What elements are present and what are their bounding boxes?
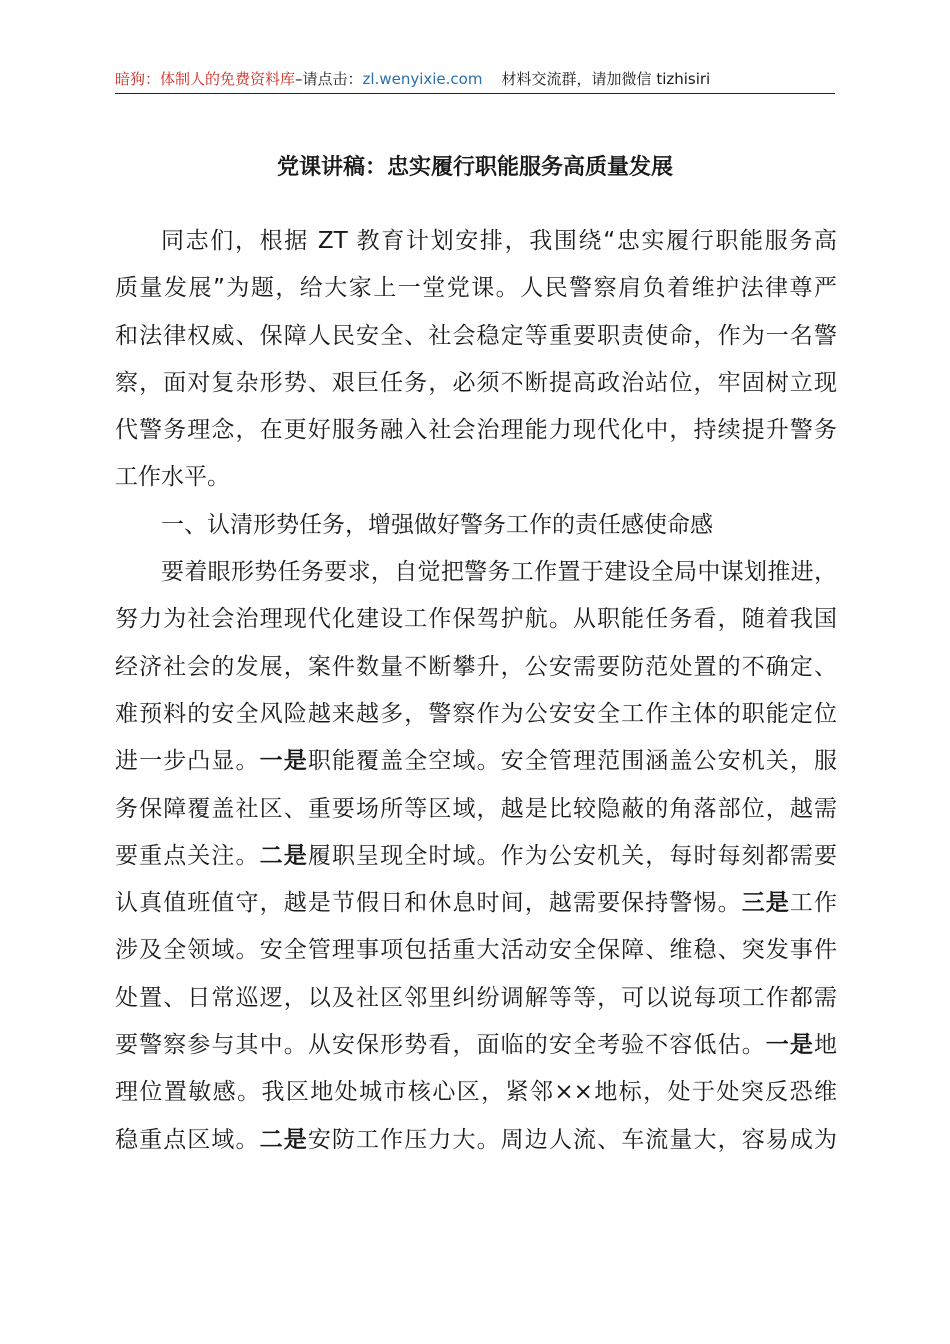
paragraph-line [115,880,837,927]
text-run: 工作 [789,890,838,917]
paragraph-line: 代警务理念，在更好服务融入社会治理能力现代化中，持续提升警务 [115,417,837,444]
paragraph-line: 察，面对复杂形势、艰巨任务，必须不断提高政治站位，牢固树立现 [115,369,837,396]
header-divider [115,93,835,94]
header-prompt: –请点击： [295,70,363,88]
paragraph-line: 要着眼形势任务要求，自觉把警务工作置于建设全局中谋划推进， [161,559,837,586]
bold-marker: 三是 [741,890,790,917]
paragraph-line [115,1022,837,1069]
text-run: 认真值班值守，越是节假日和休息时间，越需要保持警惕。 [115,890,742,917]
bold-marker: 一是 [765,1032,815,1059]
paragraph-line [115,738,837,785]
paragraph-line: 努力为社会治理现代化建设工作保驾护航。从职能任务看，随着我国 [115,606,837,633]
section-heading: 一、认清形势任务，增强做好警务工作的责任感使命感 [161,511,713,538]
text-run: 要重点关注。 [115,842,260,869]
paragraph-line [115,786,837,833]
text-run: 安防工作压力大。周边人流、车流量大，容易成为 [307,1126,838,1153]
paragraph-line [115,833,837,880]
text-run: 进一步凸显。 [115,748,260,775]
bold-marker: 一是 [259,748,308,775]
paragraph-line [115,927,837,974]
bold-marker: 二是 [259,842,308,869]
header-link[interactable]: zl.wenyixie.com [362,70,483,88]
bold-marker: 二是 [259,1126,308,1153]
text-run: 职能覆盖全空域。安全管理范围涵盖公安机关，服 [307,748,838,775]
paragraph-line [115,1117,837,1164]
document-title: 党课讲稿：忠实履行职能服务高质量发展 [276,155,673,180]
text-run: 处置、日常巡逻，以及社区邻里纠纷调解等等，可以说每项工作都需 [115,984,837,1011]
text-run: 稳重点区域。 [115,1126,260,1153]
paragraph-line [115,1069,837,1116]
paragraph-line: 难预料的安全风险越来越多，警察作为公安安全工作主体的职能定位 [115,700,837,727]
text-run: 履职呈现全时域。作为公安机关，每时每刻都需要 [307,842,838,869]
header-brand: 暗狗：体制人的免费资料库 [115,70,296,88]
page-header [115,66,835,92]
text-run: 理位置敏感。我区地处城市核心区，紧邻××地标，处于处突反恐维 [115,1079,837,1106]
paragraph-line: 质量发展”为题，给大家上一堂党课。人民警察肩负着维护法律尊严 [115,275,837,302]
text-run: 涉及全领域。安全管理事项包括重大活动安全保障、维稳、突发事件 [115,937,837,964]
paragraph-line: 和法律权威、保障人民安全、社会稳定等重要职责使命，作为一名警 [115,322,837,349]
header-contact: 材料交流群，请加微信 tizhisiri [501,70,711,88]
text-run: 地 [814,1032,838,1059]
paragraph-line [115,975,837,1022]
paragraph-line: 工作水平。 [115,464,230,491]
text-run: 务保障覆盖社区、重要场所等区域，越是比较隐蔽的角落部位，越需 [115,795,837,822]
paragraph-line: 同志们，根据 ZT 教育计划安排，我围绕“忠实履行职能服务高 [161,228,837,254]
document-body [115,218,837,1164]
text-run: 要警察参与其中。从安保形势看，面临的安全考验不容低估。 [115,1032,766,1059]
paragraph-line: 经济社会的发展，案件数量不断攀升，公安需要防范处置的不确定、 [115,653,837,680]
